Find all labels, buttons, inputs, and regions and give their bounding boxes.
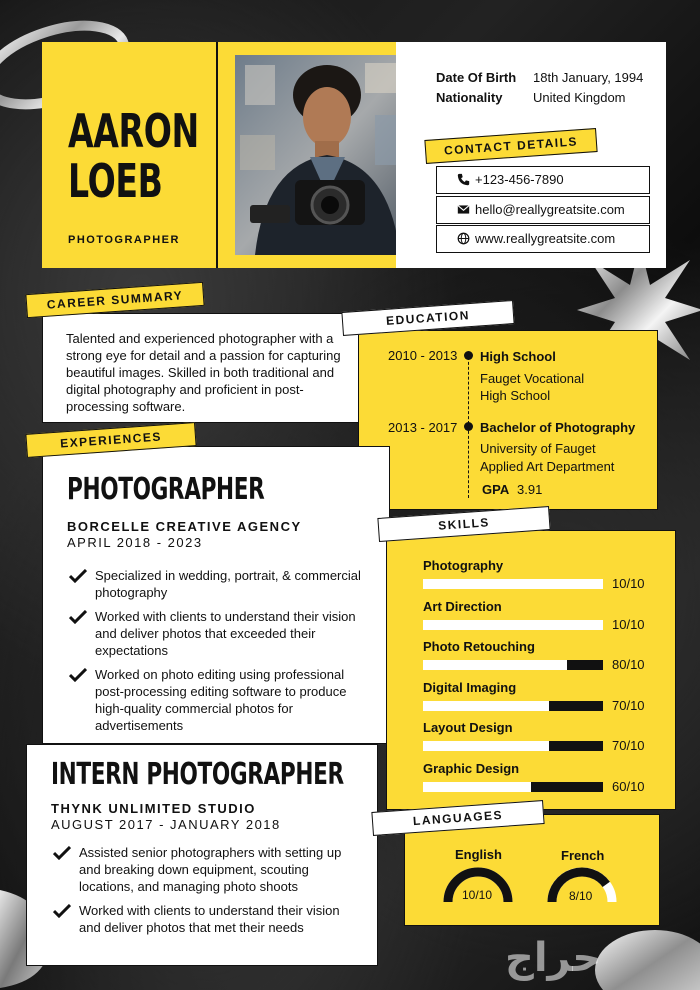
timeline-dot [464,422,473,431]
language-name: English [455,847,502,862]
edu-school: Fauget Vocational [480,371,585,386]
language-score: 10/10 [462,888,493,902]
check-icon [53,904,71,918]
job-title: PHOTOGRAPHER [68,234,180,246]
nationality-value: United Kingdom [533,90,626,105]
skill-bar-remainder [531,782,603,792]
last-name: LOEB [68,154,163,208]
phone-text: +123-456-7890 [475,172,564,187]
skill-name: Graphic Design [423,760,520,776]
contact-phone[interactable] [436,166,650,194]
skill-score: 10/10 [612,576,645,591]
language-name: French [561,848,605,863]
edu-school: University of Fauget [480,441,596,456]
phone-icon [457,173,470,186]
skill-name: Photo Retouching [423,639,535,654]
bullet-item [51,902,356,936]
bullet-item [67,608,367,659]
chrome-disc-decoration [585,915,700,990]
skill-score: 70/10 [612,697,645,713]
skill-bar [423,701,603,711]
skill-bar [423,660,603,670]
education-heading: EDUCATION [341,300,514,336]
skill-name: Layout Design [423,720,513,735]
first-name: AARON [68,104,199,158]
edu-school: High School [480,388,551,403]
contact-website[interactable] [436,225,650,253]
edu-degree: Bachelor of Photography [480,420,636,435]
skill-bar [423,741,603,751]
edu-degree: High School [480,349,556,364]
website-text: www.reallygreatsite.com [475,231,616,246]
bullet-text: Worked on photo editing using professional post-processing editing software to produce high-quality commercial photos for advertisements [95,667,347,733]
skill-name: Photography [423,558,504,573]
gpa-label: GPA [482,482,510,497]
job-dates: AUGUST 2017 - JANUARY 2018 [51,817,281,832]
timeline-dot [464,351,473,360]
email-icon [457,203,470,216]
skill-bar-remainder [567,660,603,670]
bullet-item [67,567,367,601]
job-company: BORCELLE CREATIVE AGENCY [67,519,302,534]
skill-name: Digital Imaging [423,679,517,695]
dob-label: Date Of Birth [436,70,517,85]
job-title-heading: INTERN PHOTOGRAPHER [51,757,344,792]
check-icon [69,569,87,583]
experiences-heading: EXPERIENCES [25,422,196,458]
watermark: حراج [505,935,602,981]
bullet-text: Specialized in wedding, portrait, & commercial photography [95,568,361,600]
skill-score: 80/10 [612,657,645,672]
gpa-value: 3.91 [517,482,543,497]
languages-heading: LANGUAGES [371,800,544,836]
check-icon [69,668,87,682]
bullet-text: Assisted senior photographers with setting up and breaking down equipment, scouting locations, and managing photo shoots [79,845,342,894]
job-bullets [67,567,367,741]
skill-bar [423,579,603,589]
contact-details-heading: CONTACT DETAILS [424,128,597,164]
skill-bar [423,620,603,630]
skill-score: 10/10 [612,616,645,632]
summary-text: Talented and experienced photographer with a strong eye for detail and a passion for capturing beautiful images. Skilled in both traditional and digital photography and proficient in post-processing software. [66,331,341,414]
bullet-text: Worked with clients to understand their vision and deliver photos that exceeded their expectations [95,609,356,658]
check-icon [53,846,71,860]
skills-heading: SKILLS [377,506,550,542]
edu-years: 2010 - 2013 [388,348,458,363]
bullet-text: Worked with clients to understand their vision and deliver photos that met their needs [79,903,340,935]
skill-bar-remainder [549,741,603,751]
skill-score: 70/10 [612,738,645,753]
name-panel [42,42,218,268]
career-summary-heading: CAREER SUMMARY [25,282,204,318]
skill-bar [423,782,603,792]
job-company: THYNK UNLIMITED STUDIO [51,801,256,816]
contact-email[interactable] [436,196,650,224]
job-title-heading: PHOTOGRAPHER [67,472,265,507]
email-text: hello@reallygreatsite.com [475,202,625,217]
skill-bar-remainder [549,701,603,711]
skill-score: 60/10 [612,778,645,794]
edu-years: 2013 - 2017 [388,420,458,435]
dob-value: 18th January, 1994 [533,70,644,85]
bullet-item [51,844,356,895]
job-bullets [51,844,356,943]
globe-icon [457,232,470,245]
profile-photo [235,55,415,255]
check-icon [69,610,87,624]
nationality-label: Nationality [436,90,503,105]
bullet-item [67,666,367,734]
language-score: 8/10 [569,889,593,903]
skill-name: Art Direction [423,598,502,614]
edu-school: Applied Art Department [480,459,615,474]
job-dates: APRIL 2018 - 2023 [67,535,203,550]
